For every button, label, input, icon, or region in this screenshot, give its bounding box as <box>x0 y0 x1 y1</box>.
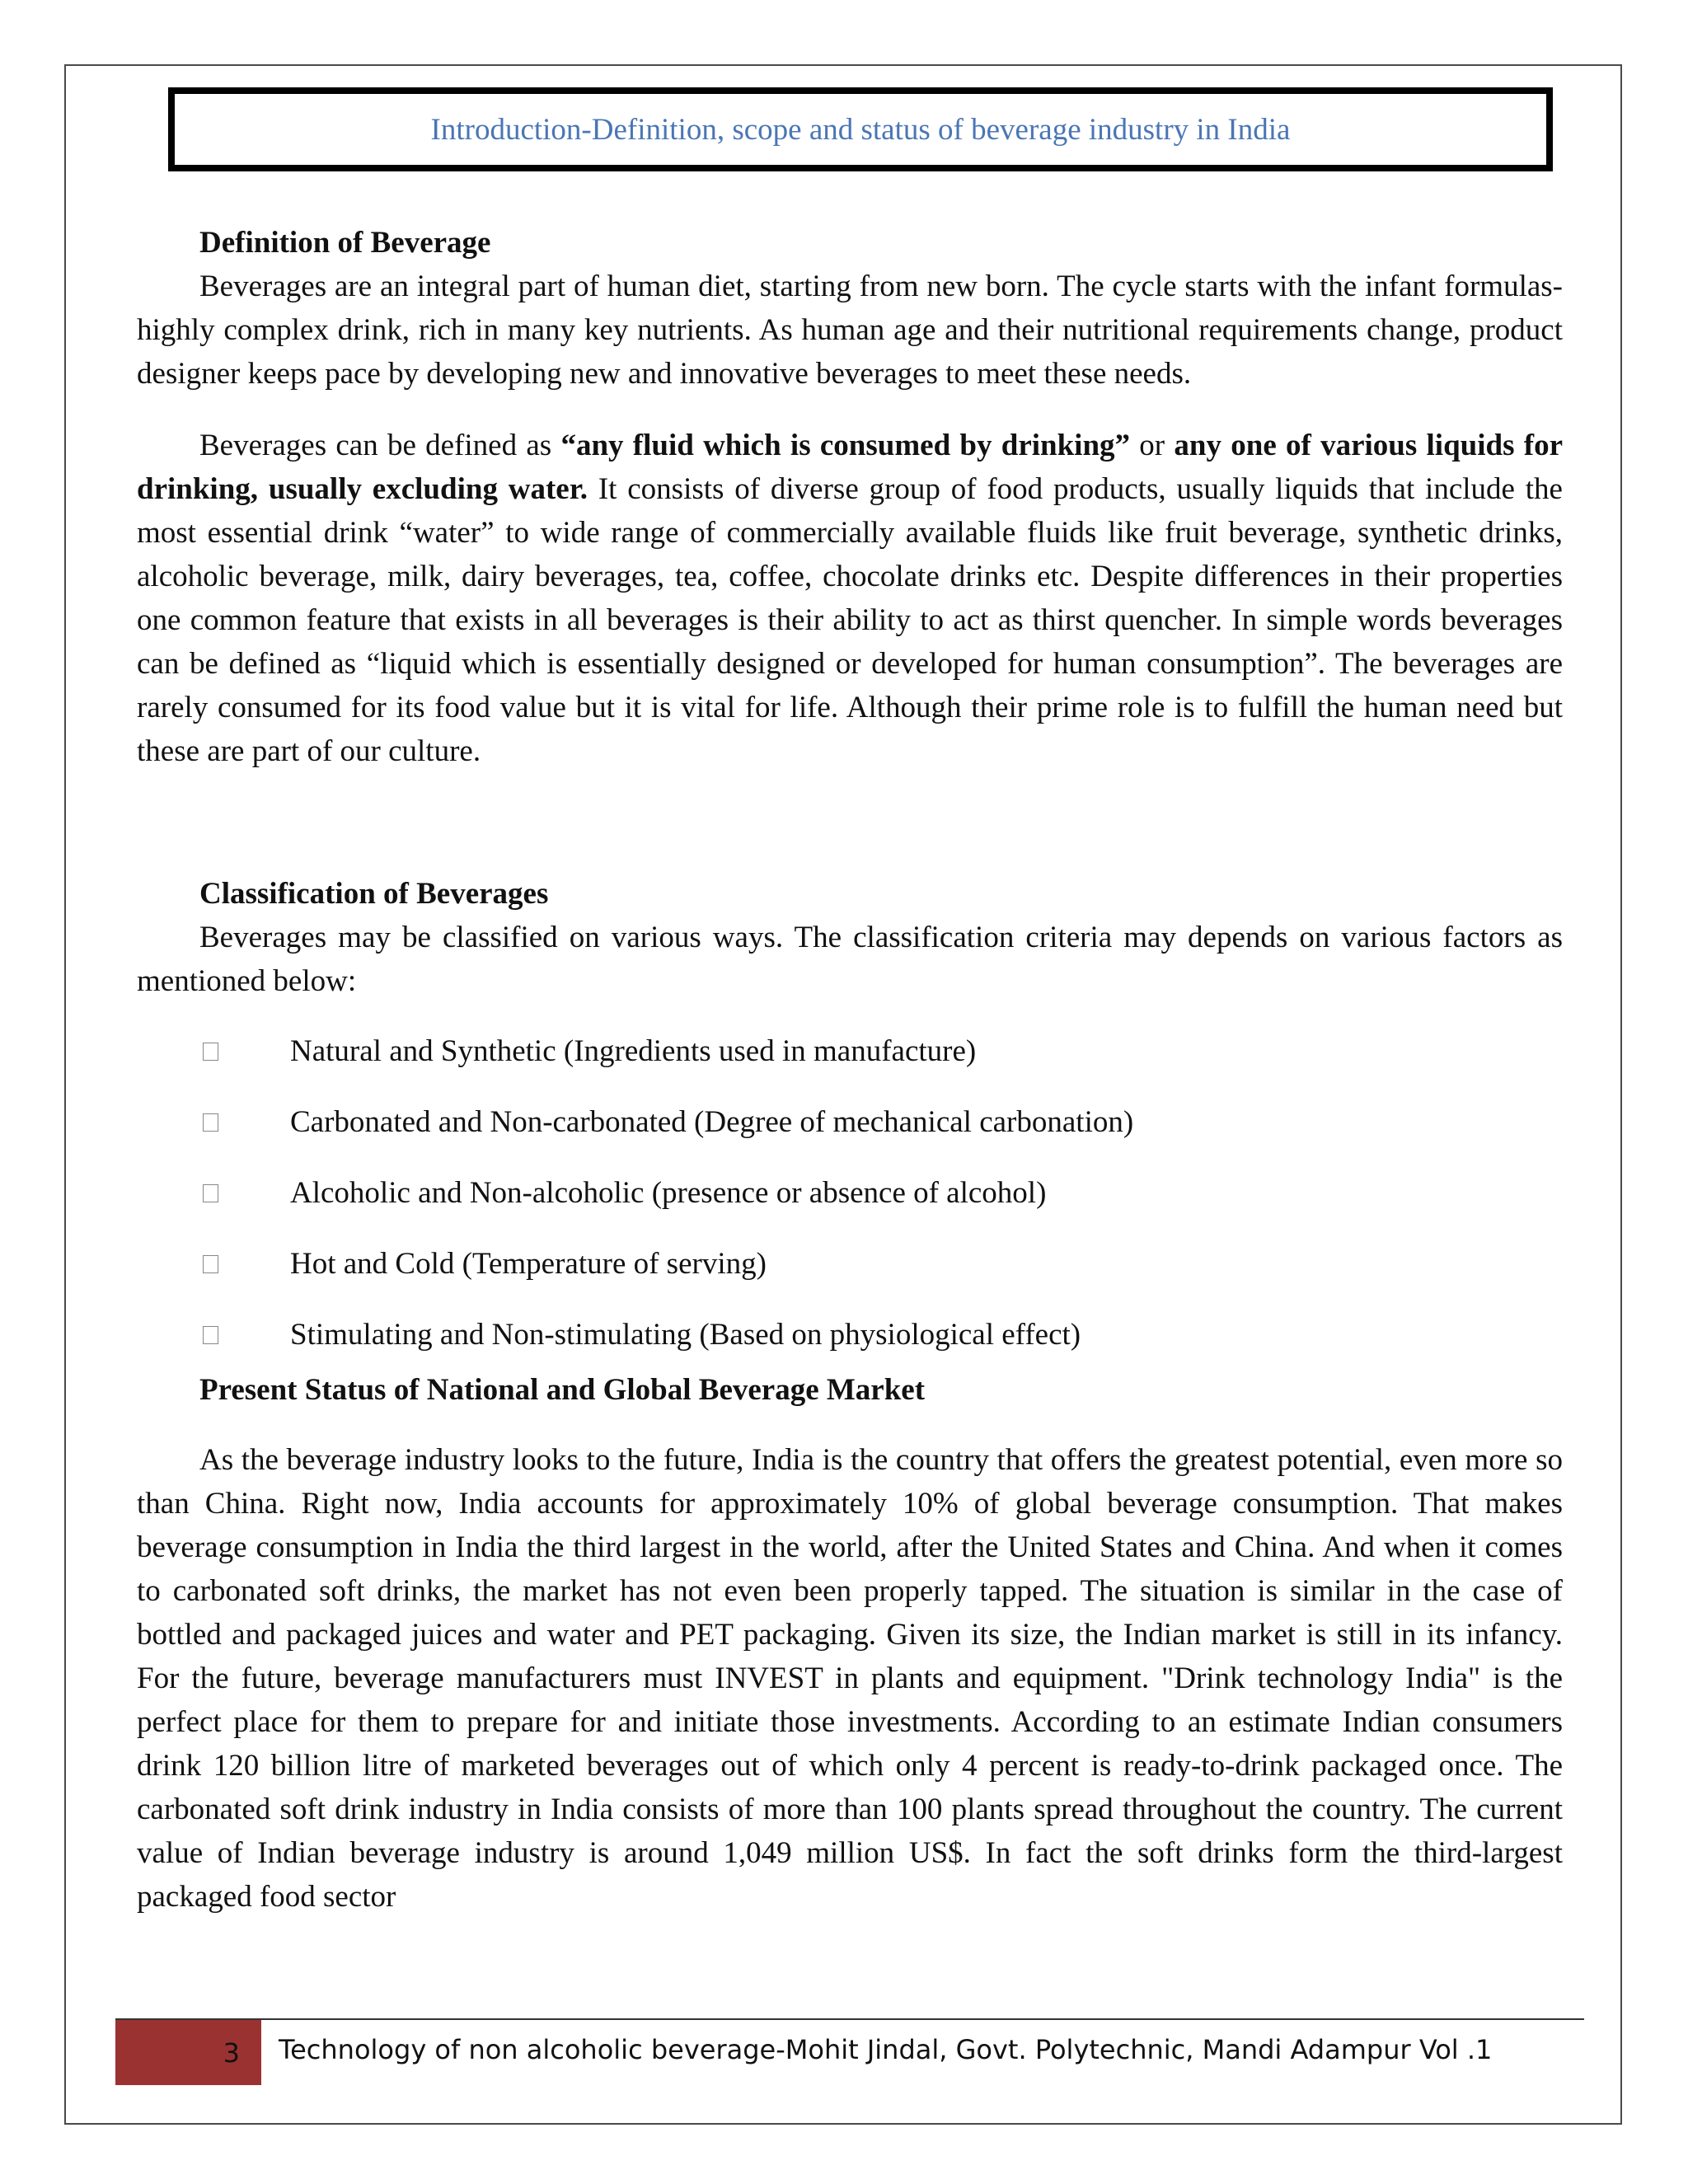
definition-p2-rest: It consists of diverse group of food products, usually liquids that include the most essential drink “water” to wide range of commercially available fluids like fruit beverage, synthetic drinks, alcoholic beverage, milk, dairy beverages, tea, coffee, chocolate drinks etc. Despite differences in their properties one common feature that exists in all beverages is their ability to act as thirst quencher. In simple words beverages can be defined as “liquid which is essentially designed or developed for human consumption”. The beverages are rarely consumed for its food value but it is vital for life. Although their prime role is to fulfill the human need but these are part of our culture. <box>137 472 1563 768</box>
document-body <box>137 221 1563 1919</box>
bullet-box-icon <box>203 1255 218 1273</box>
status-paragraph: As the beverage industry looks to the future, India is the country that offers the greatest potential, even more so than China. Right now, India accounts for approximately 10% of global beverage consumption. That makes beverage consumption in India the third largest in the world, after the United States and China. And when it comes to carbonated soft drinks, the market has not even been properly tapped. The situation is similar in the case of bottled and packaged juices and water and PET packaging. Given its size, the Indian market is still in its infancy. For the future, beverage manufacturers must INVEST in plants and equipment. "Drink technology India" is the perfect place for them to prepare for and initiate those investments. According to an estimate Indian consumers drink 120 billion litre of marketed beverages out of which only 4 percent is ready-to-drink packaged once. The carbonated soft drink industry in India consists of more than 100 plants spread throughout the country. The current value of Indian beverage industry is around 1,049 million US$. In fact the soft drinks form the third-largest packaged food sector <box>137 1443 1563 1914</box>
list-item-text: Alcoholic and Non-alcoholic (presence or absence of alcohol) <box>290 1176 1047 1210</box>
bullet-box-icon <box>203 1184 218 1202</box>
list-item <box>137 1313 1563 1357</box>
list-item-text: Carbonated and Non-carbonated (Degree of mechanical carbonation) <box>290 1105 1134 1139</box>
page-number: 3 <box>223 2036 240 2069</box>
footer-page-block <box>115 2020 261 2085</box>
definition-heading: Definition of Beverage <box>199 226 491 260</box>
definition-paragraph-2 <box>137 424 1563 773</box>
definition-paragraph-1: Beverages are an integral part of human diet, starting from new born. The cycle starts with the infant formulas- highly complex drink, rich in many key nutrients. As human age and their nutritional requirements change, product designer keeps pace by developing new and innovative beverages to meet these needs. <box>137 269 1563 391</box>
definition-p2-or: or <box>1130 429 1175 462</box>
title-box <box>168 87 1553 171</box>
list-item-text: Natural and Synthetic (Ingredients used in manufacture) <box>290 1034 977 1068</box>
footer-citation: Technology of non alcoholic beverage-Mohit Jindal, Govt. Polytechnic, Mandi Adampur Vol .1 <box>279 2034 1493 2065</box>
list-item-text: Stimulating and Non-stimulating (Based on physiological effect) <box>290 1318 1081 1352</box>
definition-p2-bold-definition: any one of various liquids for drinking, usually excluding water. <box>137 429 1564 506</box>
bullet-box-icon <box>203 1326 218 1344</box>
list-item <box>137 1242 1563 1286</box>
list-item <box>137 1171 1563 1215</box>
definition-p2-start: Beverages can be defined as <box>199 429 561 462</box>
list-item-text: Hot and Cold (Temperature of serving) <box>290 1247 767 1281</box>
bullet-box-icon <box>203 1113 218 1132</box>
status-heading: Present Status of National and Global Beverage Market <box>199 1373 926 1407</box>
classification-intro: Beverages may be classified on various ways. The classification criteria may depends on various factors as mentioned below: <box>137 921 1563 998</box>
page-title: Introduction-Definition, scope and status of beverage industry in India <box>430 112 1291 147</box>
footer-divider <box>115 2018 1584 2020</box>
list-item <box>137 1029 1563 1073</box>
list-item <box>137 1100 1563 1144</box>
classification-heading: Classification of Beverages <box>199 877 549 911</box>
bullet-box-icon <box>203 1043 218 1061</box>
definition-p2-bold-quote: “any fluid which is consumed by drinking” <box>560 429 1131 462</box>
classification-list <box>137 1029 1563 1357</box>
